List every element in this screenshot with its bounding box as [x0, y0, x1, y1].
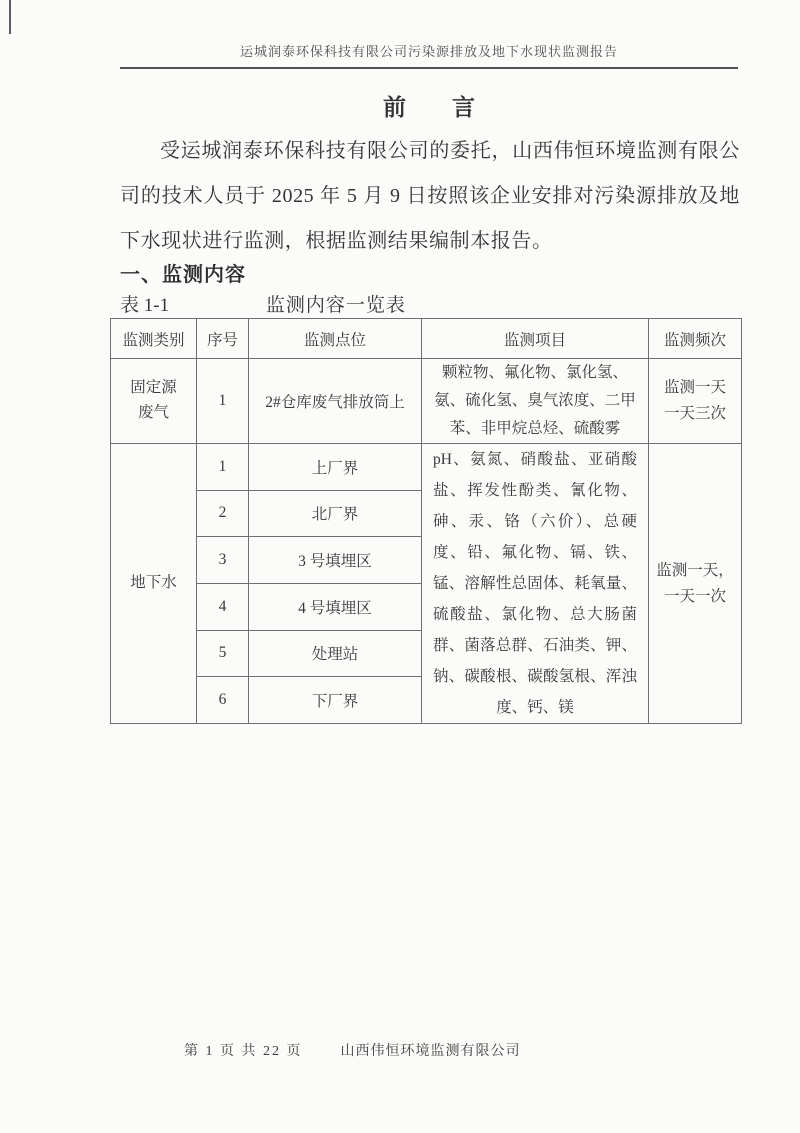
cell-no: 5 [197, 630, 249, 677]
table-label: 表 1-1 [120, 295, 170, 316]
preface-paragraph: 受运城润泰环保科技有限公司的委托，山西伟恒环境监测有限公司的技术人员于 2025 年 5 月 9 日按照该企业安排对污染源排放及地下水现状进行监测，根据监测结果编制本报告。 [120, 140, 740, 252]
cell-frequency-groundwater [649, 444, 742, 724]
cell-point: 2#仓库废气排放筒上 [249, 359, 422, 444]
cell-category-gas: 固定源废气 [111, 359, 197, 444]
frequency-line: 一天三次 [663, 405, 726, 422]
col-header-items: 监测项目 [422, 319, 649, 359]
frequency-line: 监测一天， [656, 561, 734, 579]
cell-items-gas: 颗粒物、氟化物、氯化氢、氨、硫化氢、臭气浓度、二甲苯、非甲烷总烃、硫酸雾 [422, 359, 649, 444]
cell-no: 1 [197, 444, 249, 491]
cell-point: 北厂界 [249, 490, 422, 537]
table-row-gas [111, 359, 742, 444]
cell-point: 上厂界 [249, 444, 422, 491]
running-header-title: 运城润泰环保科技有限公司污染源排放及地下水现状监测报告 [239, 44, 618, 59]
cell-point: 下厂界 [249, 677, 422, 724]
monitoring-table [110, 318, 742, 724]
preface-title: 前 言 [383, 95, 475, 120]
col-header-point: 监测点位 [249, 319, 422, 359]
frequency-line: 监测一天 [663, 379, 726, 396]
cell-no: 1 [197, 359, 249, 444]
page-footer [120, 1040, 740, 1060]
table-header-row [111, 319, 742, 359]
cell-frequency-gas [649, 359, 742, 444]
cell-no: 3 [197, 537, 249, 584]
cell-point: 处理站 [249, 630, 422, 677]
table-caption [120, 290, 740, 317]
table-title: 监测内容一览表 [265, 295, 406, 316]
running-header [120, 41, 738, 69]
col-header-no: 序号 [197, 319, 249, 359]
col-header-category: 监测类别 [111, 319, 197, 359]
frequency-line: 一天一次 [663, 587, 726, 605]
cell-items-groundwater: pH、氨氮、硝酸盐、亚硝酸盐、挥发性酚类、氰化物、砷、汞、铬（六价）、总硬度、铅、氟化物、镉、铁、锰、溶解性总固体、耗氧量、硫酸盐、氯化物、总大肠菌群、菌落总群、石油类、钾、钠、碳酸根、碳酸氢根、浑浊度、钙、镁 [422, 444, 649, 724]
footer-company: 山西伟恒环境监测有限公司 [340, 1044, 521, 1059]
table-row-groundwater [111, 444, 742, 491]
page-number: 第 1 页 共 22 页 [184, 1044, 303, 1059]
cell-category-groundwater: 地下水 [111, 444, 197, 724]
scan-edge-artifact [9, 0, 11, 34]
cell-point: 3 号填埋区 [249, 537, 422, 584]
cell-no: 6 [197, 677, 249, 724]
cell-no: 4 [197, 583, 249, 630]
section-heading: 一、监测内容 [120, 264, 246, 286]
col-header-frequency: 监测频次 [649, 319, 742, 359]
cell-no: 2 [197, 490, 249, 537]
cell-point: 4 号填埋区 [249, 583, 422, 630]
